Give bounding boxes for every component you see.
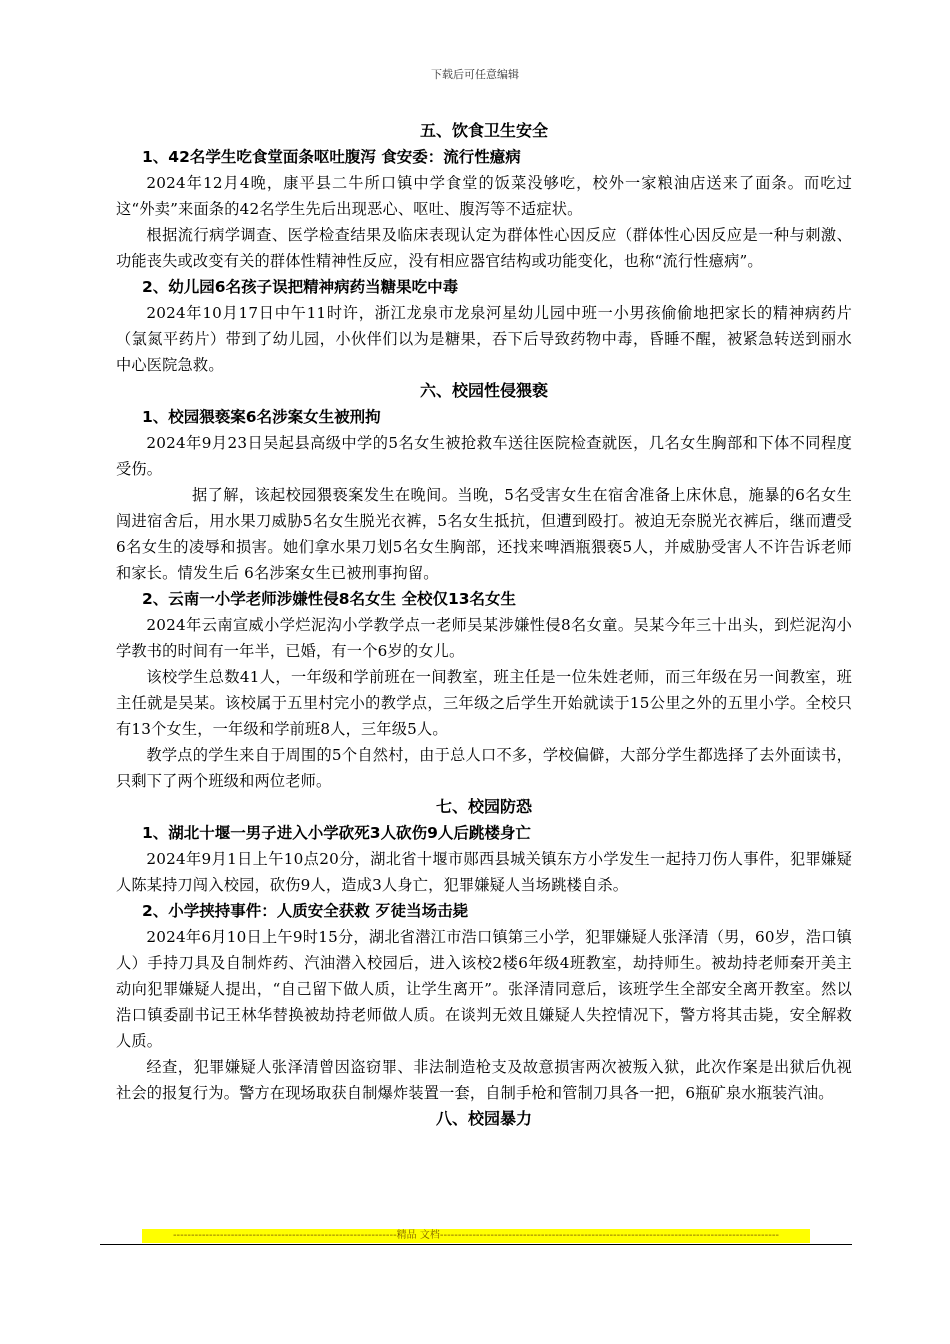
footer-divider (100, 1244, 852, 1245)
paragraph: 该校学生总数41人，一年级和学前班在一间教室，班主任是一位朱姓老师，而三年级在另一间教室，班主任就是吴某。该校属于五里村完小的教学点，三年级之后学生开始就读于15公里之外的五里小学。全校只有13个女生，一年级和学前班8人，三年级5人。 (116, 668, 852, 738)
subsection-title: 2、小学挟持事件：人质安全获救 歹徒当场击毙 (142, 902, 469, 920)
paragraph: 2024年9月23日吴起县高级中学的5名女生被抢救车送往医院检查就医，几名女生胸部和下体不同程度受伤。 (116, 434, 852, 478)
paragraph: 2024年10月17日中午11时许，浙江龙泉市龙泉河星幼儿园中班一小男孩偷偷地把家长的精神病药片（氯氮平药片）带到了幼儿园，小伙伴们以为是糖果，吞下后导致药物中毒，昏睡不醒，被紧急转送到丽水中心医院急救。 (116, 304, 852, 374)
paragraph: 教学点的学生来自于周围的5个自然村，由于总人口不多，学校偏僻，大部分学生都选择了去外面读书，只剩下了两个班级和两位老师。 (116, 746, 852, 790)
download-note: 下载后可任意编辑 (431, 68, 519, 81)
section-title: 七、校园防恐 (435, 797, 532, 816)
section-title: 八、校园暴力 (435, 1109, 532, 1128)
section-title: 六、校园性侵猥亵 (419, 381, 548, 400)
paragraph: 2024年12月4晚，康平县二牛所口镇中学食堂的饭菜没够吃，校外一家粮油店送来了面条。而吃过这“外卖”来面条的42名学生先后出现恶心、呕吐、腹泻等不适症状。 (116, 174, 852, 218)
section-title: 五、饮食卫生安全 (419, 121, 548, 140)
paragraph: 根据流行病学调查、医学检查结果及临床表现认定为群体性心因反应（群体性心因反应是一种与刺激、功能丧失或改变有关的群体性精神性反应，没有相应器官结构或功能变化，也称“流行性癔病”。 (116, 226, 852, 270)
paragraph: 据了解，该起校园猥亵案发生在晚间。当晚，5名受害女生在宿舍准备上床休息，施暴的6名女生闯进宿舍后，用水果刀威胁5名女生脱光衣裤，5名女生抵抗，但遭到殴打。被迫无奈脱光衣裤后，继而遭受6名女生的凌辱和损害。她们拿水果刀划5名女生胸部，还找来啤酒瓶猥亵5人，并威胁受害人不许告诉老师和家长。情发生后 6名涉案女生已被刑事拘留。 (116, 486, 852, 582)
subsection-title: 1、校园猥亵案6名涉案女生被刑拘 (142, 408, 381, 426)
footer-watermark-bar: --------------------------------------------------------------精品 文档---------------------------------------------------------------------------------------------- (142, 1229, 810, 1243)
paragraph: 2024年9月1日上午10点20分，湖北省十堰市郧西县城关镇东方小学发生一起持刀伤人事件，犯罪嫌疑人陈某持刀闯入校园，砍伤9人，造成3人身亡，犯罪嫌疑人当场跳楼自杀。 (116, 850, 852, 894)
subsection-title: 2、云南一小学老师涉嫌性侵8名女生 全校仅13名女生 (142, 590, 517, 608)
paragraph: 经查，犯罪嫌疑人张泽清曾因盗窃罪、非法制造枪支及故意损害两次被叛入狱，此次作案是出狱后仇视社会的报复行为。警方在现场取获自制爆炸装置一套，自制手枪和管制刀具各一把，6瓶矿泉水瓶装汽油。 (116, 1058, 852, 1102)
subsection-title: 1、42名学生吃食堂面条呕吐腹泻 食安委：流行性癔病 (142, 148, 521, 166)
subsection-title: 2、幼儿园6名孩子误把精神病药当糖果吃中毒 (142, 278, 459, 296)
paragraph: 2024年6月10日上午9时15分，湖北省潜江市浩口镇第三小学，犯罪嫌疑人张泽清（男，60岁，浩口镇人）手持刀具及自制炸药、汽油潜入校园后，进入该校2楼6年级4班教室，劫持师生。被劫持老师秦开美主动向犯罪嫌疑人提出，“自己留下做人质，让学生离开”。张泽清同意后，该班学生全部安全离开教室。然以浩口镇委副书记王林华替换被劫持老师做人质。在谈判无效且嫌疑人失控情况下，警方将其击毙，安全解救人质。 (116, 928, 852, 1050)
paragraph: 2024年云南宣威小学烂泥沟小学教学点一老师吴某涉嫌性侵8名女童。吴某今年三十出头，到烂泥沟小学教书的时间有一年半，已婚，有一个6岁的女儿。 (116, 616, 852, 660)
document-body (116, 118, 852, 1132)
subsection-title: 1、湖北十堰一男子进入小学砍死3人砍伤9人后跳楼身亡 (142, 824, 531, 842)
